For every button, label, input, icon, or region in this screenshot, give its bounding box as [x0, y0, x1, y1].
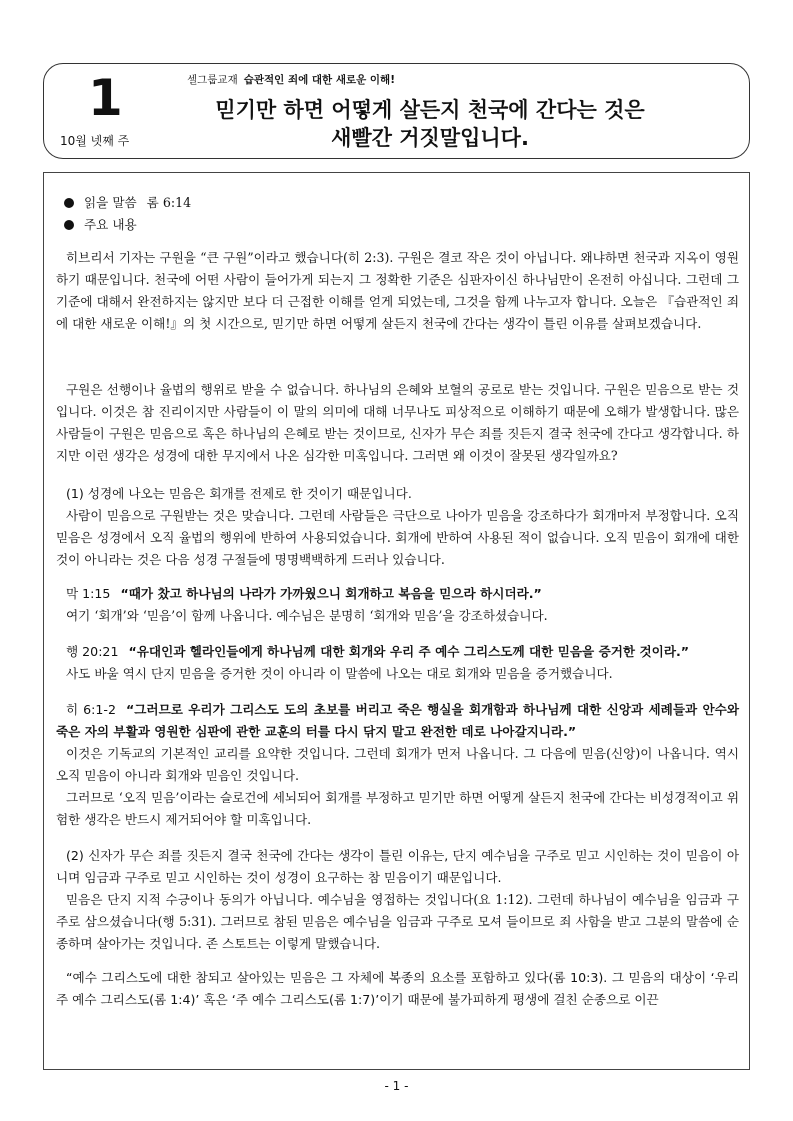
verse-note: 여기 ‘회개’와 ‘믿음’이 함께 나옵니다. 예수님은 분명히 ‘회개와 믿음’을 강조하셨습니다.: [66, 608, 548, 623]
reading-reference: 롬 6:14: [146, 195, 192, 210]
verse-ref: 행 20:21: [66, 644, 119, 659]
quote-paragraph: “예수 그리스도에 대한 참되고 살아있는 믿음은 그 자체에 복종의 요소를 포함하고 있다(롬 10:3). 그 믿음의 대상이 ‘우리 주 예수 그리스도(롬 1:4)’ 혹은 ‘주 예수 그리스도(롬 1:7)’이기 때문에 불가피하게 평생에 걸친 순종으로 이끈: [56, 970, 739, 1007]
page-title: [190, 96, 670, 152]
verse-note: 사도 바울 역시 단지 믿음을 증거한 것이 아니라 이 말씀에 나오는 대로 회개와 믿음을 증거했습니다.: [66, 666, 613, 681]
verse-ref: 막 1:15: [66, 586, 111, 601]
reading-label: 읽을 말씀: [84, 195, 137, 210]
title-line-2: 새빨간 거짓말입니다.: [331, 126, 529, 150]
section-heading-1: (1) 성경에 나오는 믿음은 회개를 전제로 한 것이기 때문입니다.: [66, 486, 412, 501]
intro-paragraph: 히브리서 기자는 구원을 “큰 구원”이라고 했습니다(히 2:3). 구원은 결코 작은 것이 아닙니다. 왜냐하면 천국과 지옥이 영원하기 때문입니다. 천국에 어떤 사람이 들어가게 되는지 그 정확한 기준은 심판자이신 하나님만이 온전히 아십니다. 그런데 그 기준에 대해서 완전하지는 않지만 보다 더 근접한 이해를 얻게 되었는데, 그것을 함께 나누고자 합니다. 오늘은 『습관적인 죄에 대한 새로운 이해!』의 첫 시간으로, 믿기만 하면 어떻게 살든지 천국에 간다는 생각이 틀린 이유를 살펴보겠습니다.: [56, 250, 739, 331]
verse-mark-1-15: [56, 583, 739, 605]
bullet-icon: [64, 198, 74, 208]
verse-text: “유대인과 헬라인들에게 하나님께 대한 회개와 우리 주 예수 그리스도께 대한 믿음을 증거한 것이라.”: [128, 644, 690, 659]
lesson-week: 10월 넷째 주: [60, 134, 130, 148]
verse-note: 그러므로 ‘오직 믿음’이라는 슬로건에 세뇌되어 회개를 부정하고 믿기만 하면 어떻게 살든지 천국에 간다는 비성경적이고 위험한 생각은 반드시 제거되어야 할 미혹입니다.: [56, 790, 739, 827]
verse-acts-20-21: [56, 641, 739, 663]
summary-bullet: [64, 214, 739, 236]
reading-bullet: [64, 192, 739, 214]
verse-text: “그러므로 우리가 그리스도 도의 초보를 버리고 죽은 행실을 회개함과 하나님께 대한 신앙과 세례들과 안수와 죽은 자의 부활과 영원한 심판에 관한 교훈의 터를 다시 닦지 말고 완전한 데로 나아갈지니라.”: [56, 702, 740, 739]
section-1-body: 사람이 믿음으로 구원받는 것은 맞습니다. 그런데 사람들은 극단으로 나아가 믿음을 강조하다가 회개마저 부정합니다. 오직 믿음은 성경에서 오직 율법의 행위에 반하여 사용되었습니다. 회개에 반하여 사용된 적이 없습니다. 오직 믿음이 회개에 대한 것이 아니라는 것은 다음 성경 구절들에 명명백백하게 드러나 있습니다.: [56, 508, 739, 567]
verse-heb-6-1-2: [56, 699, 739, 743]
section-2-body: 믿음은 단지 지적 수긍이나 동의가 아닙니다. 예수님을 영접하는 것입니다(요 1:12). 그런데 하나님이 예수님을 임금과 구주로 삼으셨습니다(행 5:31). 그러므로 참된 믿음은 예수님을 임금과 구주로 모셔 들이므로 죄 사함을 받고 그분의 말씀에 순종하며 살아가는 것입니다. 존 스토트는 이렇게 말했습니다.: [56, 892, 739, 951]
summary-label: 주요 내용: [84, 217, 137, 232]
series-title: 습관적인 죄에 대한 새로운 이해!: [243, 74, 395, 86]
verse-note: 이것은 기독교의 기본적인 교리를 요약한 것입니다. 그런데 회개가 먼저 나옵니다. 그 다음에 믿음(신앙)이 나옵니다. 역시 오직 믿음이 아니라 회개와 믿음인 것입니다.: [56, 746, 739, 783]
title-line-1: 믿기만 하면 어떻게 살든지 천국에 간다는 것은: [215, 98, 645, 122]
verse-text: “때가 찼고 하나님의 나라가 가까웠으니 회개하고 복음을 믿으라 하시더라.”: [120, 586, 542, 601]
lesson-number: 1: [88, 69, 123, 127]
verse-ref: 히 6:1-2: [66, 702, 116, 717]
section-heading-2: (2) 신자가 무슨 죄를 짓든지 결국 천국에 간다는 생각이 틀린 이유는, 단지 예수님을 구주로 믿고 시인하는 것이 믿음이 아니며 임금과 구주로 믿고 시인하는 것이 성경이 요구하는 참 믿음이기 때문입니다.: [56, 848, 739, 885]
content: [56, 192, 739, 1011]
second-paragraph: 구원은 선행이나 율법의 행위로 받을 수 없습니다. 하나님의 은혜와 보혈의 공로로 받는 것입니다. 구원은 믿음으로 받는 것입니다. 이것은 참 진리이지만 사람들이 이 말의 의미에 대해 너무나도 피상적으로 이해하기 때문에 오해가 발생합니다. 많은 사람들이 구원은 믿음으로 혹은 하나님의 은혜로 받는 것이므로, 신자가 무슨 죄를 짓든지 결국 천국에 간다고 생각합니다. 하지만 이런 생각은 성경에 대한 무지에서 나온 심각한 미혹입니다. 그러면 왜 이것이 잘못된 생각일까요?: [56, 382, 739, 463]
bullet-icon: [64, 220, 74, 230]
page-number: - 1 -: [384, 1079, 409, 1093]
series-label: 셀그룹교재: [187, 74, 238, 86]
series-line: [187, 72, 395, 87]
